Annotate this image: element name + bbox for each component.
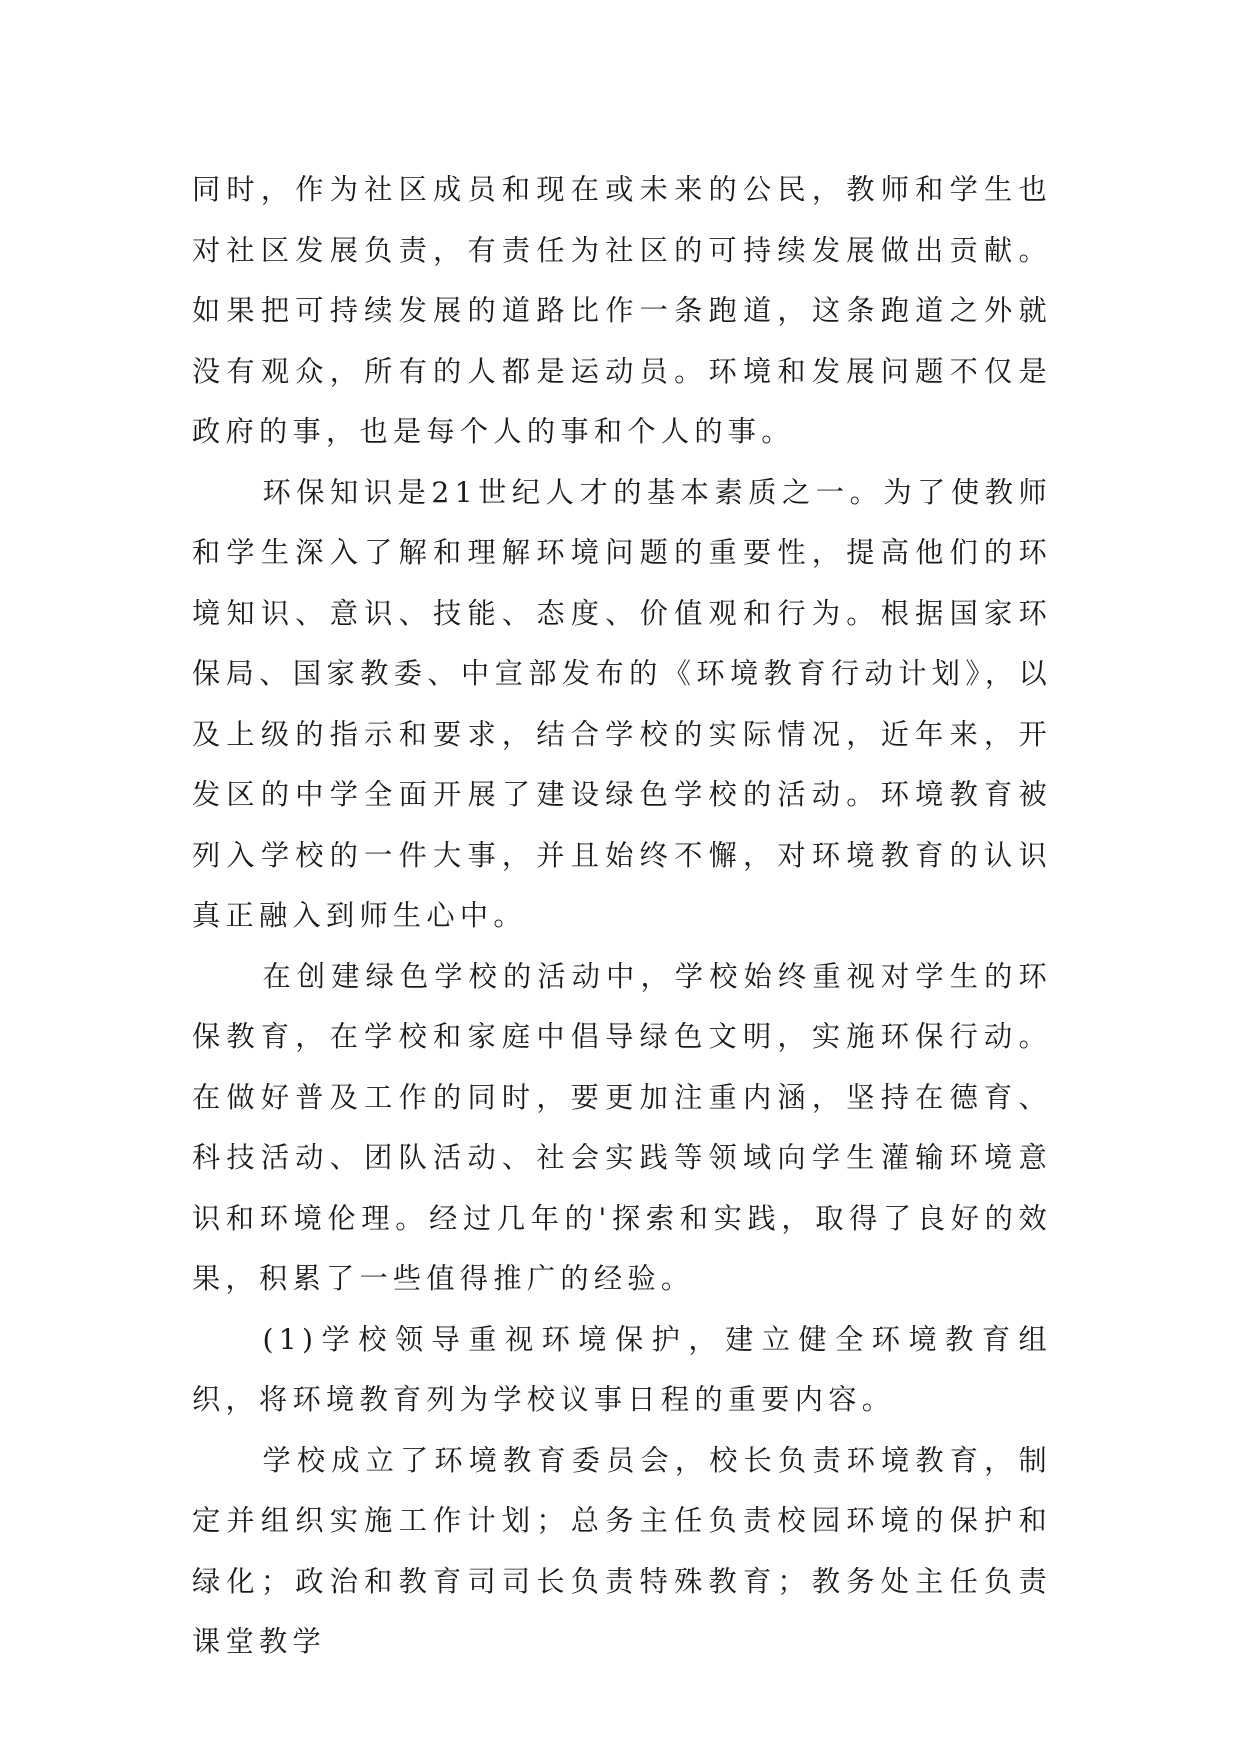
document-body	[192, 160, 1052, 1673]
paragraph-leadership-point-1: (1)学校领导重视环境保护，建立健全环境教育组织，将环境教育列为学校议事日程的重要内容。	[192, 1322, 1052, 1416]
paragraph-green-school-activities: 在创建绿色学校的活动中，学校始终重视对学生的环保教育，在学校和家庭中倡导绿色文明，实施环保行动。在做好普及工作的同时，要更加注重内涵，坚持在德育、科技活动、团队活动、社会实践等领域向学生灌输环境意识和环境伦理。经过几年的'探索和实践，取得了良好的效果，积累了一些值得推广的经验。	[192, 959, 1052, 1295]
paragraph-community-responsibility: 同时，作为社区成员和现在或未来的公民，教师和学生也对社区发展负责，有责任为社区的可持续发展做出贡献。如果把可持续发展的道路比作一条跑道，这条跑道之外就没有观众，所有的人都是运动员。环境和发展问题不仅是政府的事，也是每个人的事和个人的事。	[192, 173, 1052, 448]
paragraph-committee: 学校成立了环境教育委员会，校长负责环境教育，制定并组织实施工作计划；总务主任负责校园环境的保护和绿化；政治和教育司司长负责特殊教育；教务处主任负责课堂教学	[192, 1443, 1052, 1658]
paragraph-environmental-knowledge: 环保知识是21世纪人才的基本素质之一。为了使教师和学生深入了解和理解环境问题的重要性，提高他们的环境知识、意识、技能、态度、价值观和行为。根据国家环保局、国家教委、中宣部发布的《环境教育行动计划》，以及上级的指示和要求，结合学校的实际情况，近年来，开发区的中学全面开展了建设绿色学校的活动。环境教育被列入学校的一件大事，并且始终不懈，对环境教育的认识真正融入到师生心中。	[192, 475, 1052, 932]
